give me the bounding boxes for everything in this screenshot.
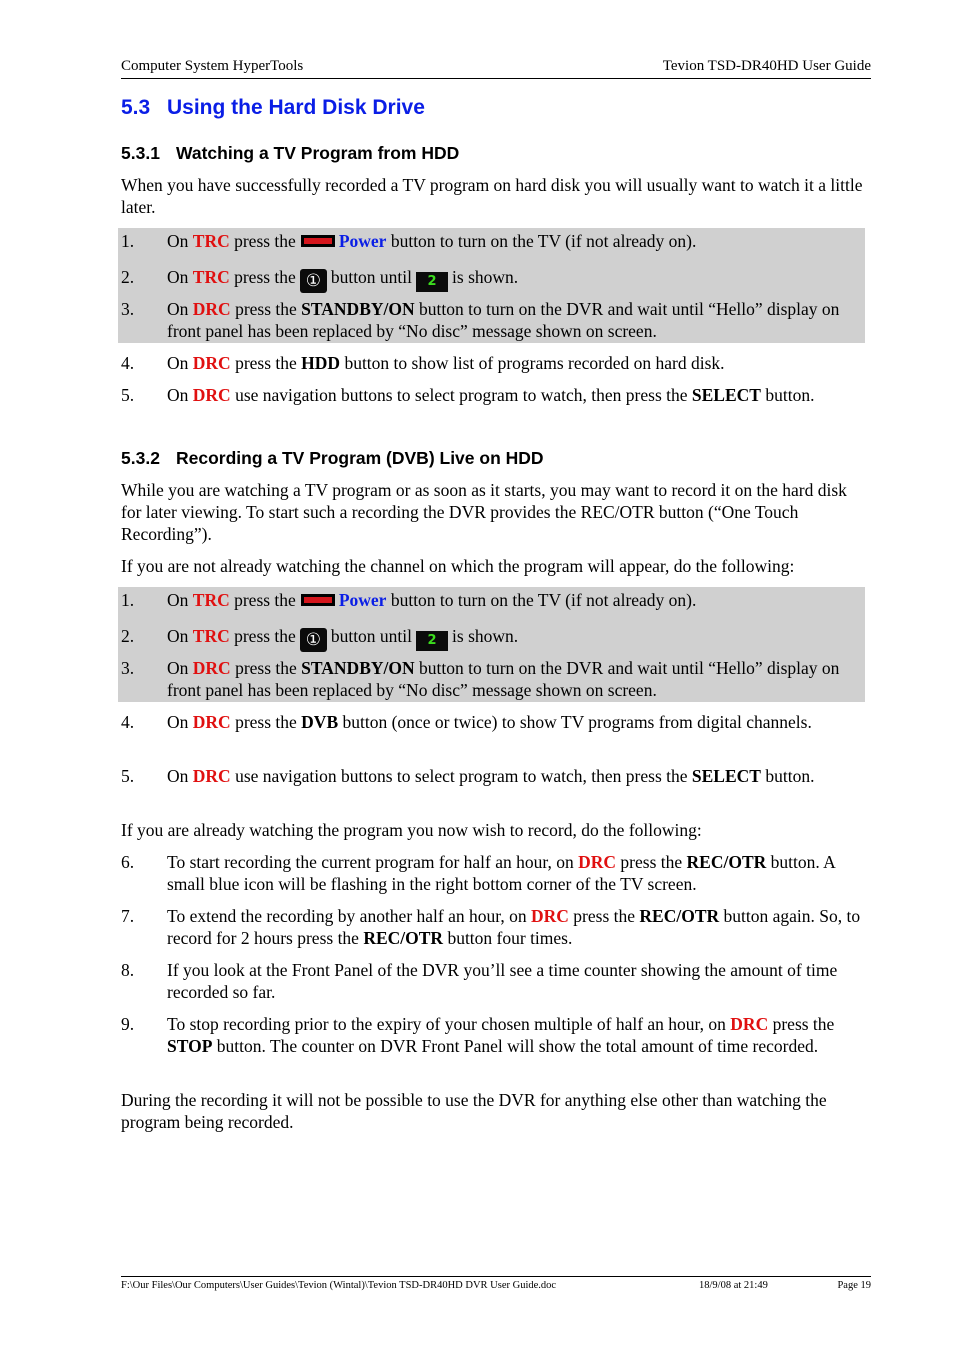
remote-name: DRC [730, 1014, 769, 1034]
remote-name: DRC [192, 385, 231, 405]
remote-name: TRC [192, 590, 230, 610]
source-button-icon: ① [300, 269, 327, 293]
page-header [121, 57, 871, 79]
subsection-heading-2 [121, 448, 544, 469]
remote-name: DRC [578, 852, 617, 872]
page-footer [121, 1276, 871, 1291]
header-right: Tevion TSD-DR40HD User Guide [662, 58, 871, 74]
subsection-heading-1 [121, 143, 459, 164]
remote-name: DRC [531, 906, 569, 926]
section-heading [121, 96, 425, 120]
remote-name: DRC [192, 299, 231, 319]
paragraph: If you are not already watching the channel on which the program will appear, do the following: [121, 556, 795, 576]
remote-name: DRC [192, 353, 231, 373]
footer-page: Page 19 [837, 1280, 871, 1291]
remote-name: DRC [192, 658, 231, 678]
paragraph: If you are already watching the program you now wish to record, do the following: [121, 820, 702, 840]
header-left: Computer System HyperTools [121, 58, 304, 74]
subsection-title: Watching a TV Program from HDD [176, 143, 460, 163]
source-2-icon: 2 [416, 272, 448, 292]
subsection-number: 5.3.2 [121, 448, 160, 468]
section-title: Using the Hard Disk Drive [167, 96, 425, 119]
paragraph: During the recording it will not be possible to use the DVR for anything else other than watching the program being recorded. [121, 1090, 827, 1132]
subsection-number: 5.3.1 [121, 143, 160, 163]
power-button-icon [301, 594, 335, 606]
remote-name: TRC [192, 626, 230, 646]
footer-date: 18/9/08 at 21:49 [699, 1280, 768, 1291]
power-label: Power [338, 590, 387, 610]
source-2-icon: 2 [416, 631, 448, 651]
document-page: Computer System HyperTools Tevion TSD-DR40HD User Guide 5.3 Using the Hard Disk Drive 5.3.1 Watching a TV Program from HDD When you have successfully recorded a TV program on hard disk you will usually want to watch it a little later. 1. On TRC press the Power button to turn on the TV (if not already on). 2. On TRC press the ① button until 2 is shown. 3. On DRC press the STANDBY/ON button to turn on the DVR and wait until “Hello” display on front panel has been replaced by “No disc” message shown on screen. 4. On DRC press the HDD button to show list of programs recorded on hard disk. 5. On DRC use navigation buttons to select program to watch, then press the SELECT button. 5.3.2 Recording a TV Program (DVB) Live on HDD While you are watching a TV program or as soon as it starts, you may want to record it on the hard disk for later viewing. To start such a recording the DVR provides the REC/OTR button (“One Touch Recording”). If you are not already watching the channel on which the program will appear, do the following: 1. On TRC press the Power button to turn on the TV (if not already on). 2. On TRC press the ① button until 2 is shown. 3. On DRC press the STANDBY/ON button to turn on the DVR and wait until “Hello” display on front panel has been replaced by “No disc” message shown on screen. 4. On DRC press the DVB button (once or twice) to show TV programs from digital channels. 5. On DRC use navigation buttons to select program to watch, then press the SELECT button. If you are already watching the program you now wish to record, do the following: 6. To start recording the current program for half an hour, on DRC press the REC/OTR button. A small blue icon will be flashing in the right bottom corner of the TV screen. 7. To extend the recording by another half an hour, on DRC press the REC/OTR button again. So, to record for 2 hours press the REC/OTR button four times. 8. If you look at the Front Panel of the DVR you’ll see a time counter showing the amount of time recorded so far. 9. To stop recording prior to the expiry of your chosen multiple of half an hour, on DRC press the STOP button. The counter on DVR Front Panel will show the total amount of time recorded. During the recording it will not be possible to use the DVR for anything else other than watching the program being recorded. F:\Our Files\Our Computers\User Guides\Tevion (Wintal)\Tevion TSD-DR40HD DVR User Guide.doc 18/9/08 at 21:49 Page 19 [0, 0, 954, 1351]
power-button-icon [301, 235, 335, 247]
subsection-title: Recording a TV Program (DVB) Live on HDD [176, 448, 544, 468]
section-number: 5.3 [121, 96, 151, 119]
remote-name: TRC [192, 267, 230, 287]
remote-name: TRC [192, 231, 230, 251]
power-label: Power [338, 231, 387, 251]
remote-name: DRC [192, 766, 231, 786]
paragraph: When you have successfully recorded a TV program on hard disk you will usually want to watch it a little later. [121, 175, 863, 217]
remote-name: DRC [192, 712, 231, 732]
footer-path: F:\Our Files\Our Computers\User Guides\Tevion (Wintal)\Tevion TSD-DR40HD DVR User Guide.doc [121, 1280, 557, 1291]
paragraph: While you are watching a TV program or as soon as it starts, you may want to record it on the hard disk for later viewing. To start such a recording the DVR provides the REC/OTR button (“One Touch Recording”). [121, 480, 847, 544]
source-button-icon: ① [300, 628, 327, 652]
